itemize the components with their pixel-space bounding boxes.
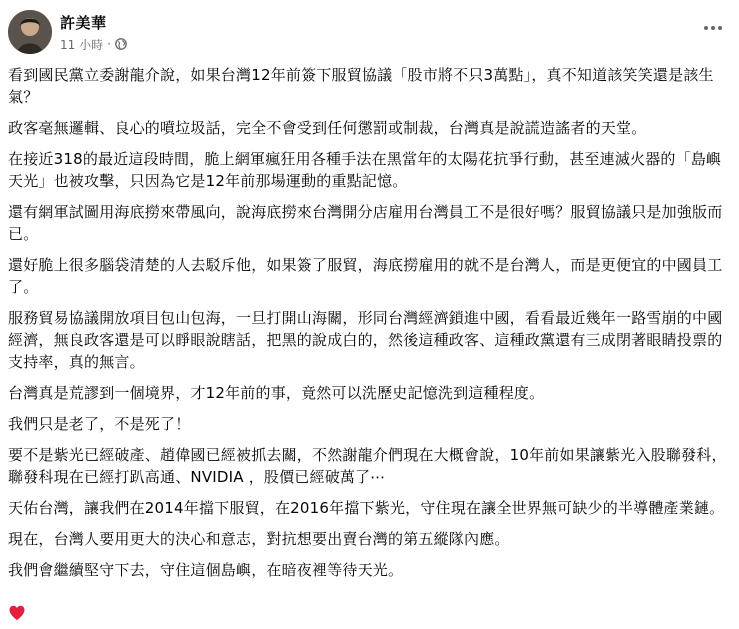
author-avatar[interactable]	[8, 10, 52, 54]
post-paragraph: 還好脆上很多腦袋清楚的人去駁斥他，如果簽了服貿，海底撈雇用的就不是台灣人，而是更便宜的中國員工了。	[8, 256, 723, 296]
post-header	[8, 10, 731, 54]
globe-icon[interactable]	[115, 38, 127, 50]
post-paragraph: 我們只是老了，不是死了！	[8, 415, 191, 433]
post-paragraph: 台灣真是荒謬到一個境界，才12年前的事，竟然可以洗歷史記憶洗到這種程度。	[8, 384, 545, 402]
post-paragraph: 還有網軍試圖用海底撈來帶風向，說海底撈來台灣開分店雇用台灣員工不是很好嗎？服貿協議只是加強版而已。	[8, 203, 723, 243]
post-paragraph: 政客毫無邏輯、良心的噴垃圾話，完全不會受到任何懲罰或制裁，台灣真是說謊造謠者的天堂。	[8, 119, 647, 137]
post-paragraph: 天佑台灣，讓我們在2014年擋下服貿，在2016年擋下紫光，守住現在讓全世界無可缺少的半導體產業鏈。	[8, 499, 725, 517]
heart-icon	[8, 604, 26, 622]
post-paragraph: 要不是紫光已經破產、趙偉國已經被抓去關，不然謝龍介們現在大概會說，10年前如果讓紫光入股聯發科，聯發科現在已經打趴高通、NVIDIA ，股價已經破萬了⋯	[8, 446, 727, 486]
post-meta	[60, 36, 127, 52]
author-name[interactable]: 許美華	[60, 14, 107, 32]
post-paragraph: 在接近318的最近這段時間，脆上網軍瘋狂用各種手法在黑當年的太陽花抗爭行動，甚至連滅火器的「島嶼天光」也被攻擊，只因為它是12年前那場運動的重點記憶。	[8, 150, 722, 190]
post-paragraph: 現在，台灣人要用更大的決心和意志，對抗想要出賣台灣的第五縱隊內應。	[8, 530, 510, 548]
post-paragraph: 服務貿易協議開放項目包山包海，一旦打開山海關，形同台灣經濟鎖進中國，看看最近幾年一路雪崩的中國經濟，無良政客還是可以睜眼說瞎話，把黑的說成白的，然後這種政客、這種政黨還有三成閉著眼睛投票的支持率，真的無言。	[8, 309, 723, 371]
post-body	[8, 64, 730, 590]
more-options-icon[interactable]	[699, 18, 727, 38]
meta-separator: ·	[107, 37, 111, 51]
post-paragraph: 看到國民黨立委謝龍介說，如果台灣12年前簽下服貿協議「股市將不只3萬點」，真不知道該笑笑還是該生氣？	[8, 66, 714, 106]
post-paragraph: 我們會繼續堅守下去，守住這個島嶼，在暗夜裡等待天光。	[8, 561, 404, 579]
post-time[interactable]: 11 小時	[60, 37, 104, 52]
